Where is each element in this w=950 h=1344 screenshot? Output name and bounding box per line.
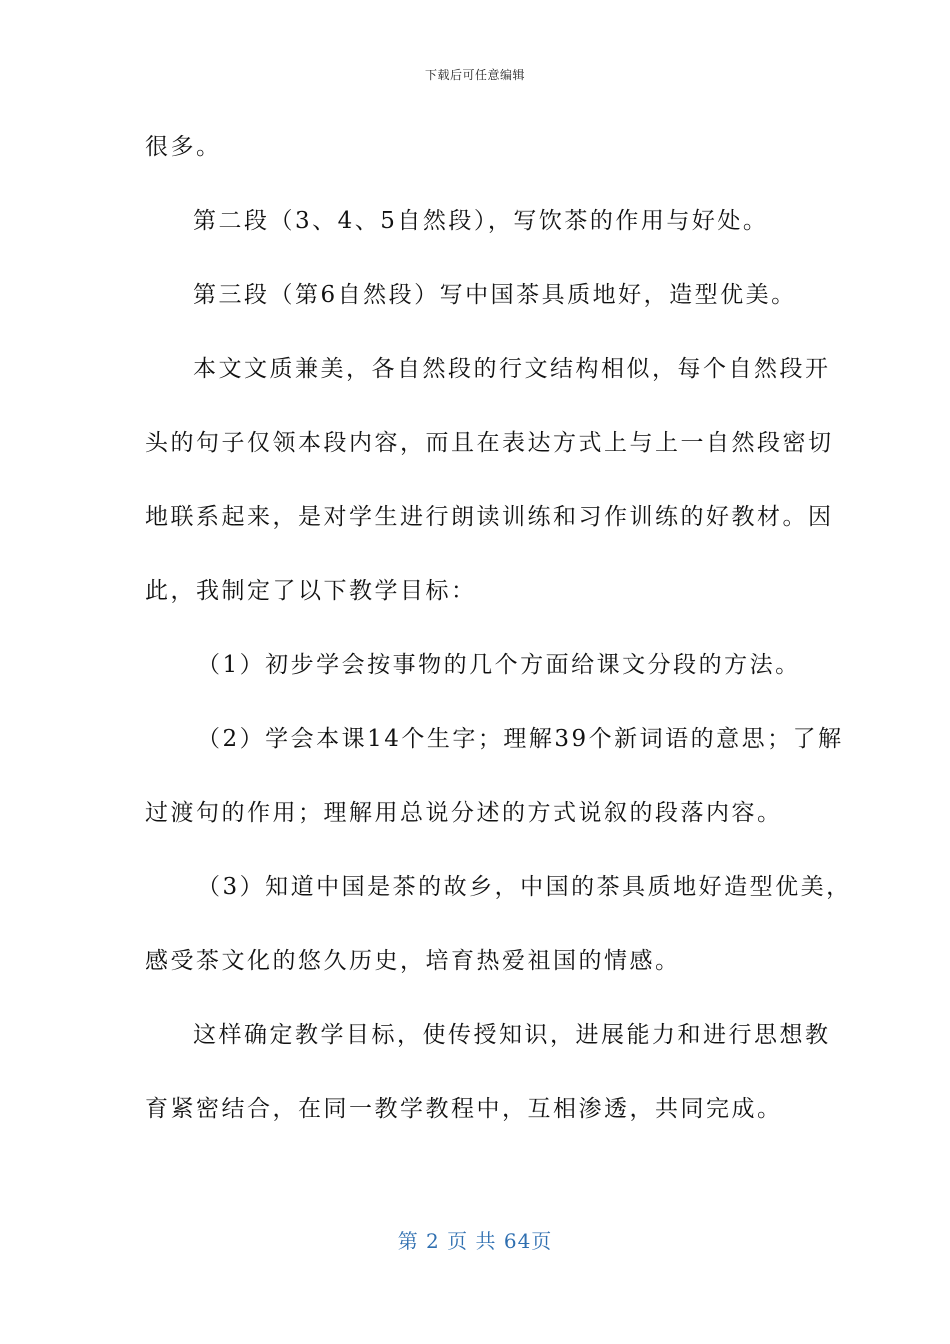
text-line: 此，我制定了以下教学目标：: [145, 578, 477, 604]
text-line: 这样确定教学目标，使传授知识，进展能力和进行思想教: [193, 1022, 831, 1048]
text-line: 感受茶文化的悠久历史，培育热爱祖国的情感。: [145, 948, 681, 974]
text-line: 很多。: [145, 134, 222, 160]
text-line: 第三段（第6自然段）写中国茶具质地好，造型优美。: [193, 282, 797, 308]
text-line: 过渡句的作用；理解用总说分述的方式说叙的段落内容。: [145, 800, 783, 826]
text-line: 育紧密结合，在同一教学教程中，互相渗透，共同完成。: [145, 1096, 783, 1122]
text-line: 地联系起来，是对学生进行朗读训练和习作训练的好教材。因: [145, 504, 834, 530]
text-line: （2）学会本课14个生字；理解39个新词语的意思；了解: [197, 726, 844, 752]
document-body: [145, 125, 852, 1161]
page-header: 下载后可任意编辑: [424, 68, 525, 82]
text-line: 头的句子仅领本段内容，而且在表达方式上与上一自然段密切: [145, 430, 834, 456]
text-line: 本文文质兼美，各自然段的行文结构相似，每个自然段开: [193, 356, 831, 382]
text-line: （1）初步学会按事物的几个方面给课文分段的方法。: [197, 652, 801, 678]
page-number-footer: 第 2 页 共 64页: [397, 1229, 553, 1253]
text-line: 第二段（3、4、5自然段），写饮茶的作用与好处。: [193, 208, 769, 234]
text-line: （3）知道中国是茶的故乡，中国的茶具质地好造型优美，: [197, 874, 852, 900]
